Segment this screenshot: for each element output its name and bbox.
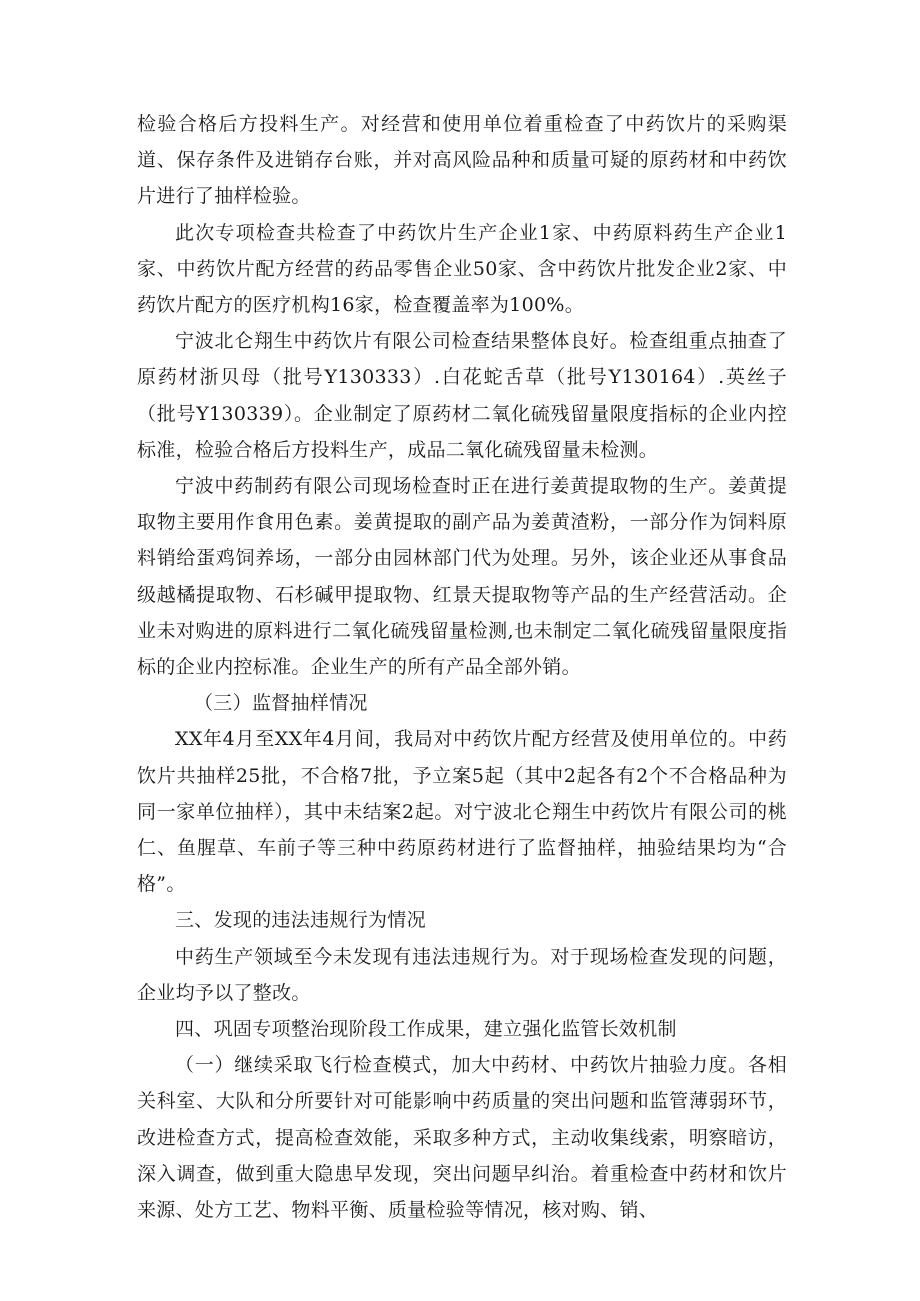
section-heading-violations: 三、发现的违法违规行为情况 (175, 909, 426, 932)
paragraph-beilun-xiangsheng: 宁波北仑翔生中药饮片有限公司检查结果整体良好。检查组重点抽查了原药材浙贝母（批号Y130333）.白花蛇舌草（批号Y130164）.英丝子（批号Y130339）。企业制定了原药材二氧化硫残留量限度指标的企业内控标准，检验合格后方投料生产，成品二氧化硫残留量未检测。 (137, 330, 787, 461)
paragraph-inspection-scope: 此次专项检查共检查了中药饮片生产企业1家、中药原料药生产企业1家、中药饮片配方经营的药品零售企业50家、含中药饮片批发企业2家、中药饮片配方的医疗机构16家，检查覆盖率为100%。 (137, 221, 787, 317)
paragraph-flight-inspection: （一）继续采取飞行检查模式，加大中药材、中药饮片抽验力度。各相关科室、大队和分所要针对可能影响中药质量的突出问题和监管薄弱环节，改进检查方式，提高检查效能，采取多种方式，主动收集线索，明察暗访，深入调查，做到重大隐患早发现，突出问题早纠治。着重检查中药材和饮片来源、处方工艺、物料平衡、质量检验等情况，核对购、销、 (137, 1054, 787, 1222)
section-heading-consolidation: 四、巩固专项整治现阶段工作成果，建立强化监管长效机制 (175, 1018, 677, 1041)
paragraph-violations: 中药生产领域至今未发现有违法违规行为。对于现场检查发现的问题，企业均予以了整改。 (137, 945, 787, 1004)
document-body (137, 106, 787, 1228)
section-heading-sampling: （三）监督抽样情况 (194, 692, 368, 715)
paragraph-continuation: 检验合格后方投料生产。对经营和使用单位着重检查了中药饮片的采购渠道、保存条件及进销存台账，并对高风险品种和质量可疑的原药材和中药饮片进行了抽样检验。 (137, 113, 787, 208)
paragraph-sampling-results: XX年4月至XX年4月间，我局对中药饮片配方经营及使用单位的。中药饮片共抽样25批，不合格7批，予立案5起（其中2起各有2个不合格品种为同一家单位抽样），其中未结案2起。对宁波北仑翔生中药饮片有限公司的桃仁、鱼腥草、车前子等三种中药原药材进行了监督抽样，抽验结果均为“合格”。 (137, 728, 787, 896)
paragraph-ningbo-pharma: 宁波中药制药有限公司现场检查时正在进行姜黄提取物的生产。姜黄提取物主要用作食用色素。姜黄提取的副产品为姜黄渣粉，一部分作为饲料原料销给蛋鸡饲养场，一部分由园林部门代为处理。另外，该企业还从事食品级越橘提取物、石杉碱甲提取物、红景天提取物等产品的生产经营活动。企业未对购进的原料进行二氧化硫残留量检测,也未制定二氧化硫残留量限度指标的企业内控标准。企业生产的所有产品全部外销。 (137, 475, 787, 679)
